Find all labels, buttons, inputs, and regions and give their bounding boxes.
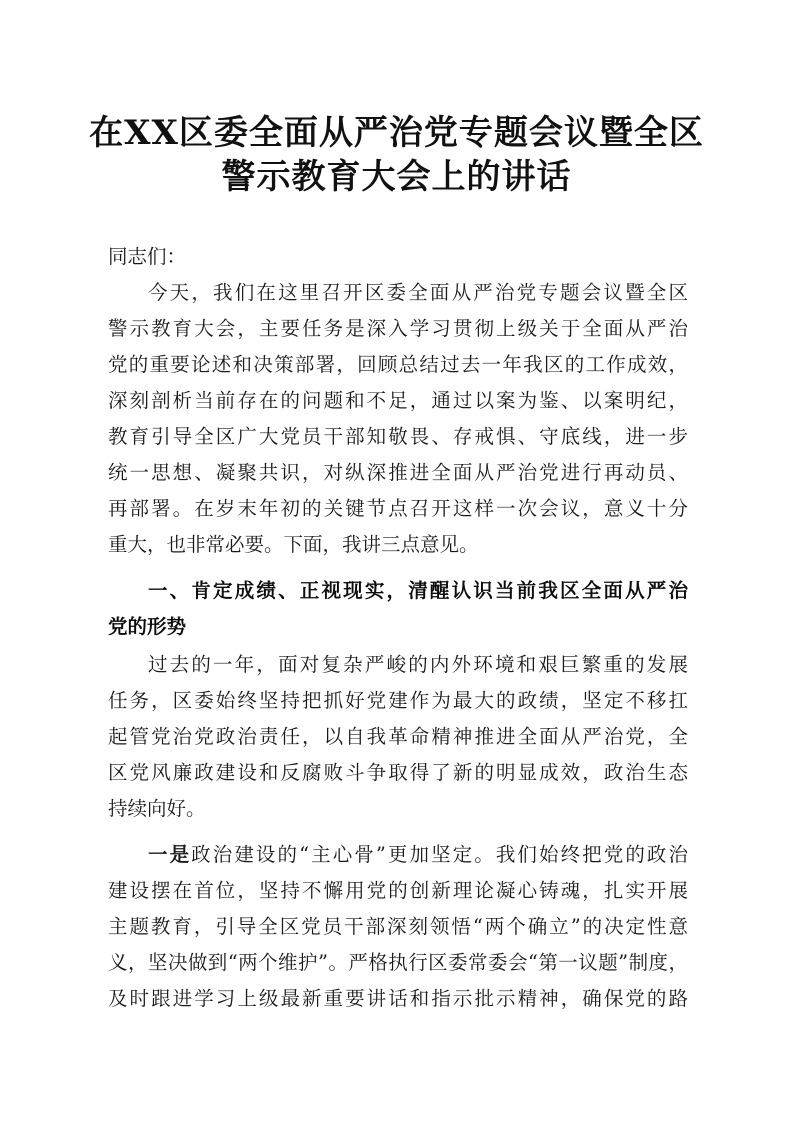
intro-line: 重大，也非常必要。下面，我讲三点意见。 [108, 533, 479, 556]
point-1-line: 建设摆在首位，坚持不懈用党的创新理论凝心铸魂，扎实开展 [108, 879, 688, 902]
section-1-paragraph-line: 持续向好。 [108, 797, 206, 820]
intro-line: 今天，我们在这里召开区委全面从严治党专题会议暨全区 [148, 281, 688, 304]
salutation: 同志们： [108, 245, 187, 268]
point-1-line: 及时跟进学习上级最新重要讲话和指示批示精神，确保党的路 [108, 987, 688, 1010]
intro-line: 深刻剖析当前存在的问题和不足，通过以案为鉴、以案明纪， [108, 389, 688, 412]
section-1-paragraph-line: 起管党治党政治责任，以自我革命精神推进全面从严治党，全 [108, 725, 688, 748]
intro-line: 警示教育大会，主要任务是深入学习贯彻上级关于全面从严治 [108, 317, 688, 340]
section-1-paragraph-line: 任务，区委始终坚持把抓好党建作为最大的政绩，坚定不移扛 [108, 689, 688, 712]
intro-line: 党的重要论述和决策部署，回顾总结过去一年我区的工作成效， [108, 353, 688, 376]
intro-line: 统一思想、凝聚共识，对纵深推进全面从严治党进行再动员、 [108, 461, 688, 484]
intro-line: 再部署。在岁末年初的关键节点召开这样一次会议，意义十分 [108, 497, 688, 520]
section-1-heading-line: 党的形势 [108, 615, 187, 638]
section-1-paragraph-line: 过去的一年，面对复杂严峻的内外环境和艰巨繁重的发展 [148, 653, 688, 676]
point-1-line: 义，坚决做到“两个维护”。严格执行区委常委会“第一议题”制度， [108, 951, 688, 974]
document-title-line-2: 警示教育大会上的讲话 [221, 157, 572, 197]
point-1-line: 主题教育，引导全区党员干部深刻领悟“两个确立”的决定性意 [108, 915, 688, 938]
document-title-line-1: 在XX区委全面从严治党专题会议暨全区 [89, 113, 704, 153]
section-1-paragraph-line: 区党风廉政建设和反腐败斗争取得了新的明显成效，政治生态 [108, 761, 688, 784]
point-1-first-line [148, 837, 688, 873]
section-1-heading-line: 一、肯定成绩、正视现实，清醒认识当前我区全面从严治 [148, 579, 688, 602]
point-1-first-line-text: 政治建设的“主心骨”更加坚定。我们始终把党的政治 [191, 843, 688, 866]
intro-line: 教育引导全区广大党员干部知敬畏、存戒惧、守底线，进一步 [108, 425, 688, 448]
point-1-lead: 一是 [148, 843, 192, 866]
